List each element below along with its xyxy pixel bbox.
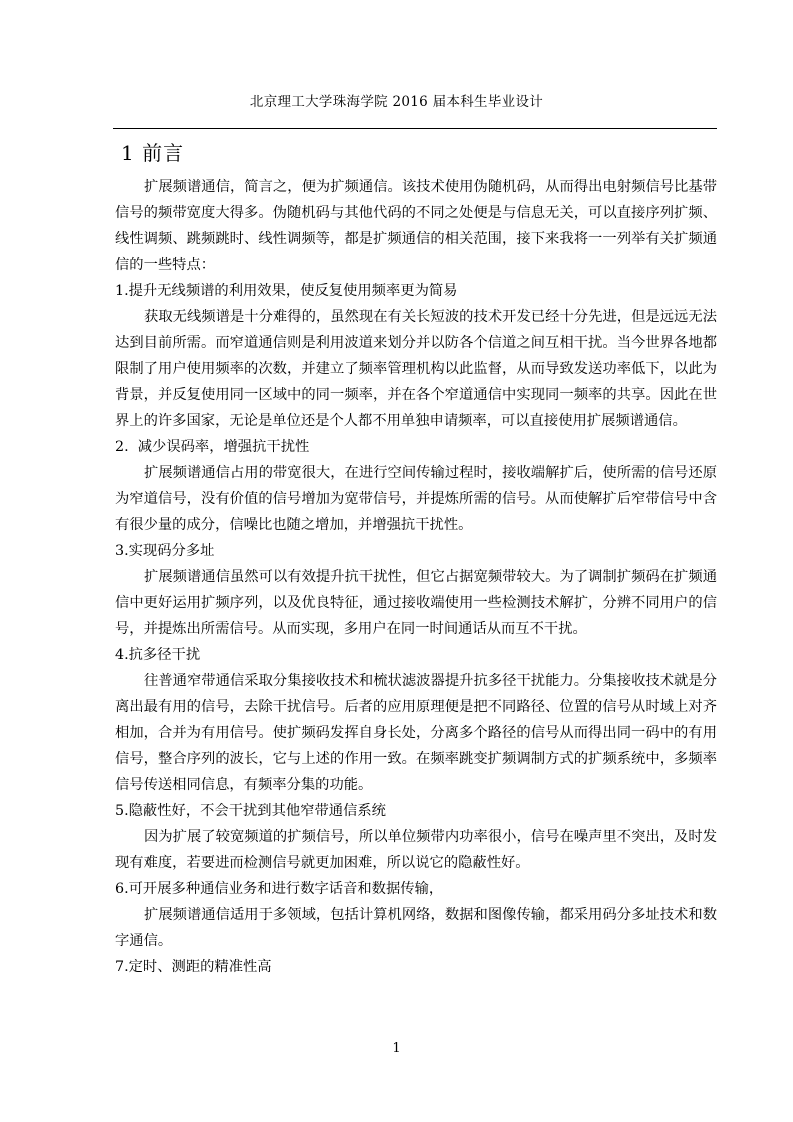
item-3-heading: 3.实现码分多址 — [115, 543, 215, 559]
item-4-body: 往普通窄带通信采取分集接收技术和梳状滤波器提升抗多径干扰能力。分集接收技术就是分离出最有用的信号，去除干扰信号。后者的应用原理便是把不同路径、位置的信号从时域上对齐相加，合并为有用信号。使扩频码发挥自身长处，分离多个路径的信号从而得出同一码中的有用信号，整合序列的波长，它与上述的作用一致。在频率跳变扩频调制方式的扩频系统中，多频率信号传送相同信息，有频率分集的功能。 — [115, 673, 717, 793]
intro-paragraph: 扩展频谱通信，简言之，便为扩频通信。该技术使用伪随机码，从而得出电射频信号比基带信号的频带宽度大得多。伪随机码与其他代码的不同之处便是与信息无关，可以直接序列扩频、线性调频、跳频跳时、线性调频等，都是扩频通信的相关范围，接下来我将一一列举有关扩频通信的一些特点： — [115, 179, 717, 273]
item-1-heading: 1.提升无线频谱的利用效果，使反复使用频率更为简易 — [115, 283, 458, 299]
item-6-body: 扩展频谱通信适用于多领域，包括计算机网络，数据和图像传输，都采用码分多址技术和数字通信。 — [115, 907, 717, 949]
document-body — [115, 140, 717, 980]
page-header: 北京理工大学珠海学院 2016 届本科生毕业设计 — [249, 94, 544, 110]
item-5-heading: 5.隐蔽性好，不会干扰到其他窄带通信系统 — [115, 803, 386, 819]
item-7-heading: 7.定时、测距的精准性高 — [115, 959, 272, 975]
section-title: 1 前言 — [121, 141, 185, 165]
item-2-heading: 2. 减少误码率，增强抗干扰性 — [115, 439, 310, 455]
header-rule — [113, 128, 717, 129]
item-1-body: 获取无线频谱是十分难得的，虽然现在有关长短波的技术开发已经十分先进，但是远远无法达到目前所需。而窄道通信则是利用波道来划分并以防各个信道之间互相干扰。当今世界各地都限制了用户使用频率的次数，并建立了频率管理机构以此监督，从而导致发送功率低下，以此为背景，并反复使用同一区域中的同一频率，并在各个窄道通信中实现同一频率的共享。因此在世界上的许多国家，无论是单位还是个人都不用单独申请频率，可以直接使用扩展频谱通信。 — [115, 309, 717, 429]
page-number: 1 — [392, 1041, 401, 1056]
item-4-heading: 4.抗多径干扰 — [115, 647, 201, 663]
item-6-heading: 6.可开展多种通信业务和进行数字话音和数据传输， — [115, 881, 444, 897]
item-3-body: 扩展频谱通信虽然可以有效提升抗干扰性，但它占据宽频带较大。为了调制扩频码在扩频通信中更好运用扩频序列，以及优良特征，通过接收端使用一些检测技术解扩，分辨不同用户的信号，并提炼出所需信号。从而实现，多用户在同一时间通话从而互不干扰。 — [115, 569, 717, 637]
item-2-body: 扩展频谱通信占用的带宽很大，在进行空间传输过程时，接收端解扩后，使所需的信号还原为窄道信号，没有价值的信号增加为宽带信号，并提炼所需的信号。从而使解扩后窄带信号中含有很少量的成分，信噪比也随之增加，并增强抗干扰性。 — [115, 465, 717, 533]
item-5-body: 因为扩展了较宽频道的扩频信号，所以单位频带内功率很小，信号在噪声里不突出，及时发现有难度，若要进而检测信号就更加困难，所以说它的隐蔽性好。 — [115, 829, 717, 871]
